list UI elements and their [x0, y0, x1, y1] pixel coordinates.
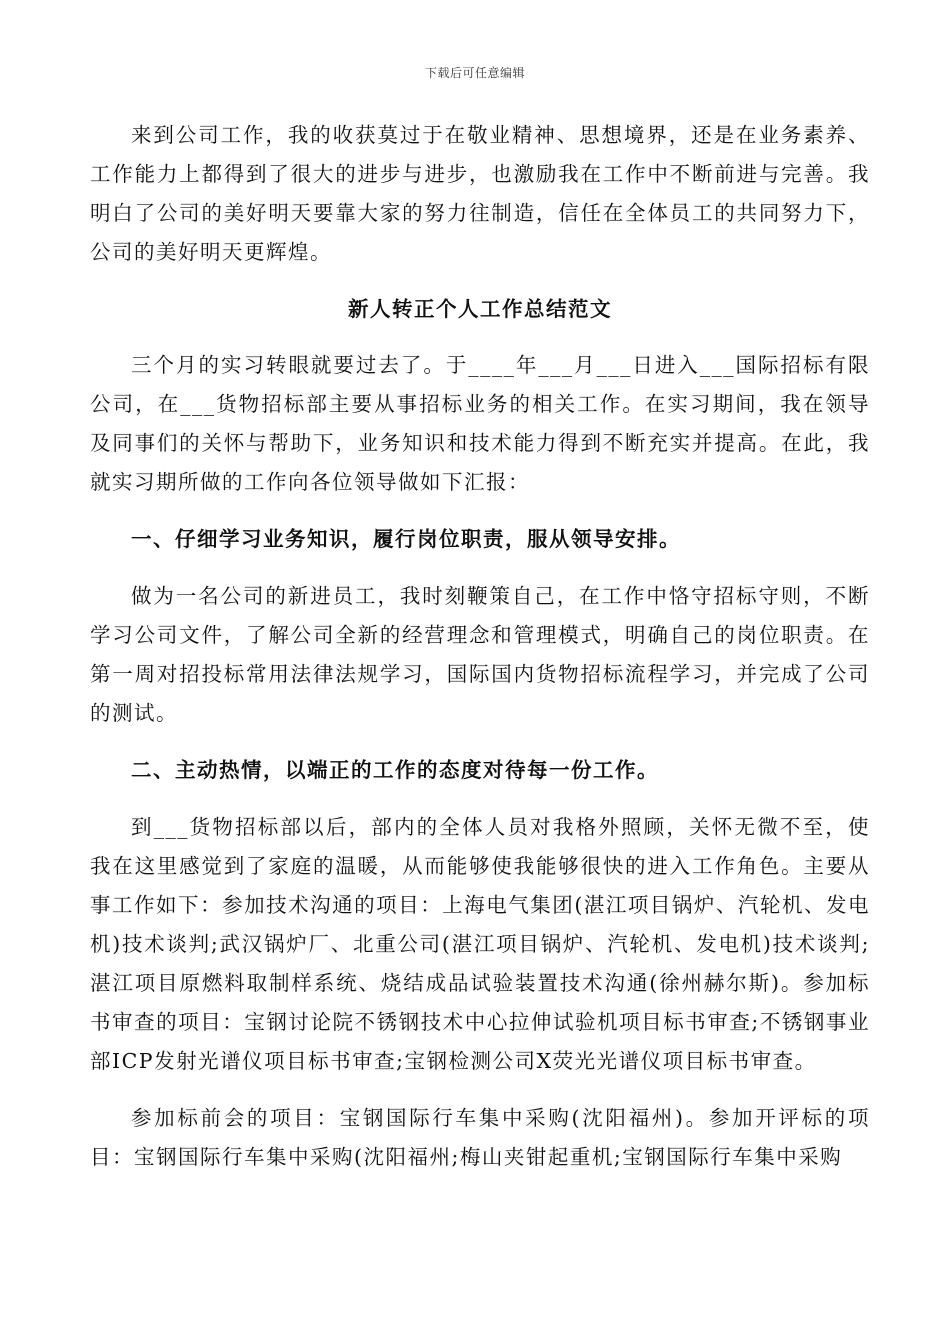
section-1-paragraph: 做为一名公司的新进员工，我时刻鞭策自己，在工作中恪守招标守则，不断学习公司文件，了解公司全新的经营理念和管理模式，明确自己的岗位职责。在第一周对招投标常用法律法规学习，国际国内货物招标流程学习，并完成了公司的测试。 [90, 584, 870, 725]
document-body [90, 116, 870, 1177]
opening-paragraph: 三个月的实习转眼就要过去了。于____年___月___日进入___国际招标有限公司，在___货物招标部主要从事招标业务的相关工作。在实习期间，我在领导及同事们的关怀与帮助下，业务知识和技术能力得到不断充实并提高。在此，我就实习期所做的工作向各位领导做如下汇报： [90, 353, 870, 494]
article-title: 新人转正个人工作总结范文 [348, 297, 612, 321]
section-heading-1: 一、仔细学习业务知识，履行岗位职责，服从领导安排。 [131, 527, 681, 551]
section-2-paragraph-continued: 参加标前会的项目：宝钢国际行车集中采购(沈阳福州)。参加开评标的项目：宝钢国际行车集中采购(沈阳福州;梅山夹钳起重机;宝钢国际行车集中采购 [90, 1106, 870, 1169]
intro-paragraph: 来到公司工作，我的收获莫过于在敬业精神、思想境界，还是在业务素养、工作能力上都得到了很大的进步与进步，也激励我在工作中不断前进与完善。我明白了公司的美好明天要靠大家的努力往制造，信任在全体员工的共同努力下，公司的美好明天更辉煌。 [90, 123, 870, 264]
header-note: 下载后可任意编辑 [424, 66, 525, 80]
section-2-paragraph: 到___货物招标部以后，部内的全体人员对我格外照顾，关怀无微不至，使我在这里感觉到了家庭的温暖，从而能够使我能够很快的进入工作角色。主要从事工作如下：参加技术沟通的项目：上海电气集团(湛江项目锅炉、汽轮机、发电机)技术谈判;武汉锅炉厂、北重公司(湛江项目锅炉、汽轮机、发电机)技术谈判;湛江项目原燃料取制样系统、烧结成品试验装置技术沟通(徐州赫尔斯)。参加标书审查的项目：宝钢讨论院不锈钢技术中心拉伸试验机项目标书审查;不锈钢事业部ICP发射光谱仪项目标书审查;宝钢检测公司X荧光光谱仪项目标书审查。 [90, 815, 870, 1073]
section-heading-2: 二、主动热情，以端正的工作的态度对待每一份工作。 [131, 758, 659, 782]
